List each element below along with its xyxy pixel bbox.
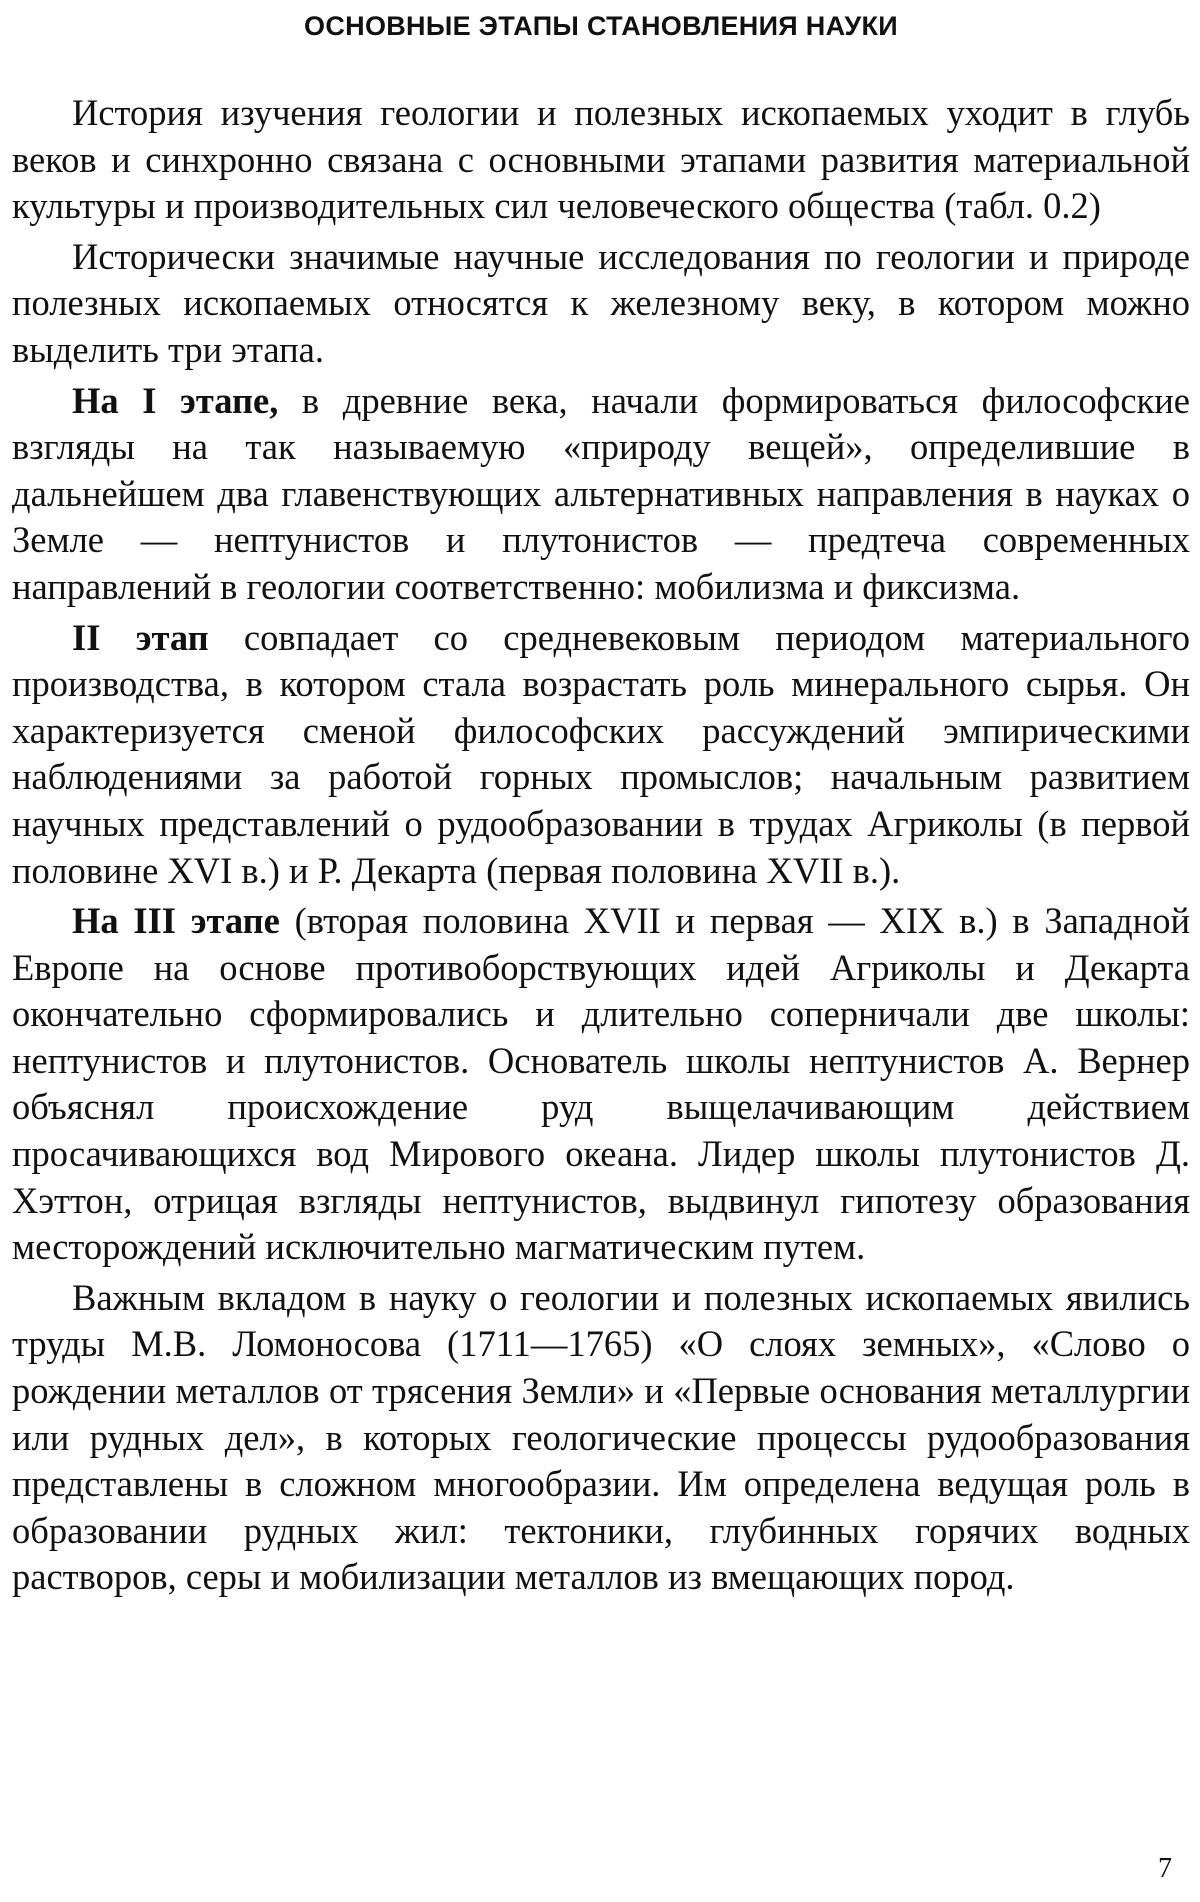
paragraph-text: Важным вкладом в науку о геологии и полезных ископаемых явились труды М.В. Ломоносова (1711—1765) «О слоях земных», «Слово о рождении металлов от трясения Земли» и «Первые основания металлургии или рудных дел», в которых геологические процессы рудообразования представлены в сложном многообразии. Им определена ведущая роль в образовании рудных жил: тектоники, глубинных горячих водных растворов, серы и мобилизации металлов из вмещающих пород.	[12, 1276, 1190, 1598]
paragraph-text: совпадает со средневековым периодом материального производства, в котором стала возрастать роль минерального сырья. Он характеризуется сменой философских рассуждений эмпирическими наблюдениями за работой горных промыслов; начальным развитием научных представлений о рудообразовании в трудах Агриколы (в первой половине XVI в.) и Р. Декарта (первая половина XVII в.).	[12, 616, 1190, 891]
paragraph-lead: II этап	[72, 616, 209, 658]
body-text	[12, 90, 1190, 1605]
paragraph-text: Исторически значимые научные исследования по геологии и природе полезных ископаемых относятся к железному веку, в котором можно выделить три этапа.	[12, 235, 1190, 370]
section-heading: ОСНОВНЫЕ ЭТАПЫ СТАНОВЛЕНИЯ НАУКИ	[304, 11, 898, 41]
paragraph-lomonosov	[12, 1275, 1190, 1601]
book-page	[12, 0, 1190, 1902]
paragraph-intro	[12, 90, 1190, 230]
paragraph-text: в древние века, начали формироваться философские взгляды на так называемую «природу вещей», определившие в дальнейшем два главенствующих альтернативных направления в науках о Земле — нептунистов и плутонистов — предтеча современных направлений в геологии соответственно: мобилизма и фиксизма.	[12, 379, 1190, 607]
paragraph-stage-2	[12, 615, 1190, 895]
paragraph-stage-1	[12, 378, 1190, 611]
paragraph-text: История изучения геологии и полезных ископаемых уходит в глубь веков и синхронно связана с основными этапами развития материальной культуры и производительных сил человеческого общества (табл. 0.2)	[12, 92, 1190, 227]
page-number: 7	[1158, 1853, 1172, 1884]
paragraph-stage-3	[12, 898, 1190, 1271]
paragraph-lead: На I этапе,	[72, 379, 279, 421]
paragraph-iron-age	[12, 234, 1190, 374]
paragraph-lead: На III этапе	[72, 900, 280, 942]
paragraph-text: (вторая половина XVII и первая — XIX в.) в Западной Европе на основе противоборствующих идей Агриколы и Декарта окончательно сформировались и длительно соперничали две школы: нептунистов и плутонистов. Основатель школы нептунистов А. Вернер объяснял происхождение руд выщелачивающим действием просачивающихся вод Мирового океана. Лидер школы плутонистов Д. Хэттон, отрицая взгляды нептунистов, выдвинул гипотезу образования месторождений исключительно магматическим путем.	[12, 900, 1190, 1268]
